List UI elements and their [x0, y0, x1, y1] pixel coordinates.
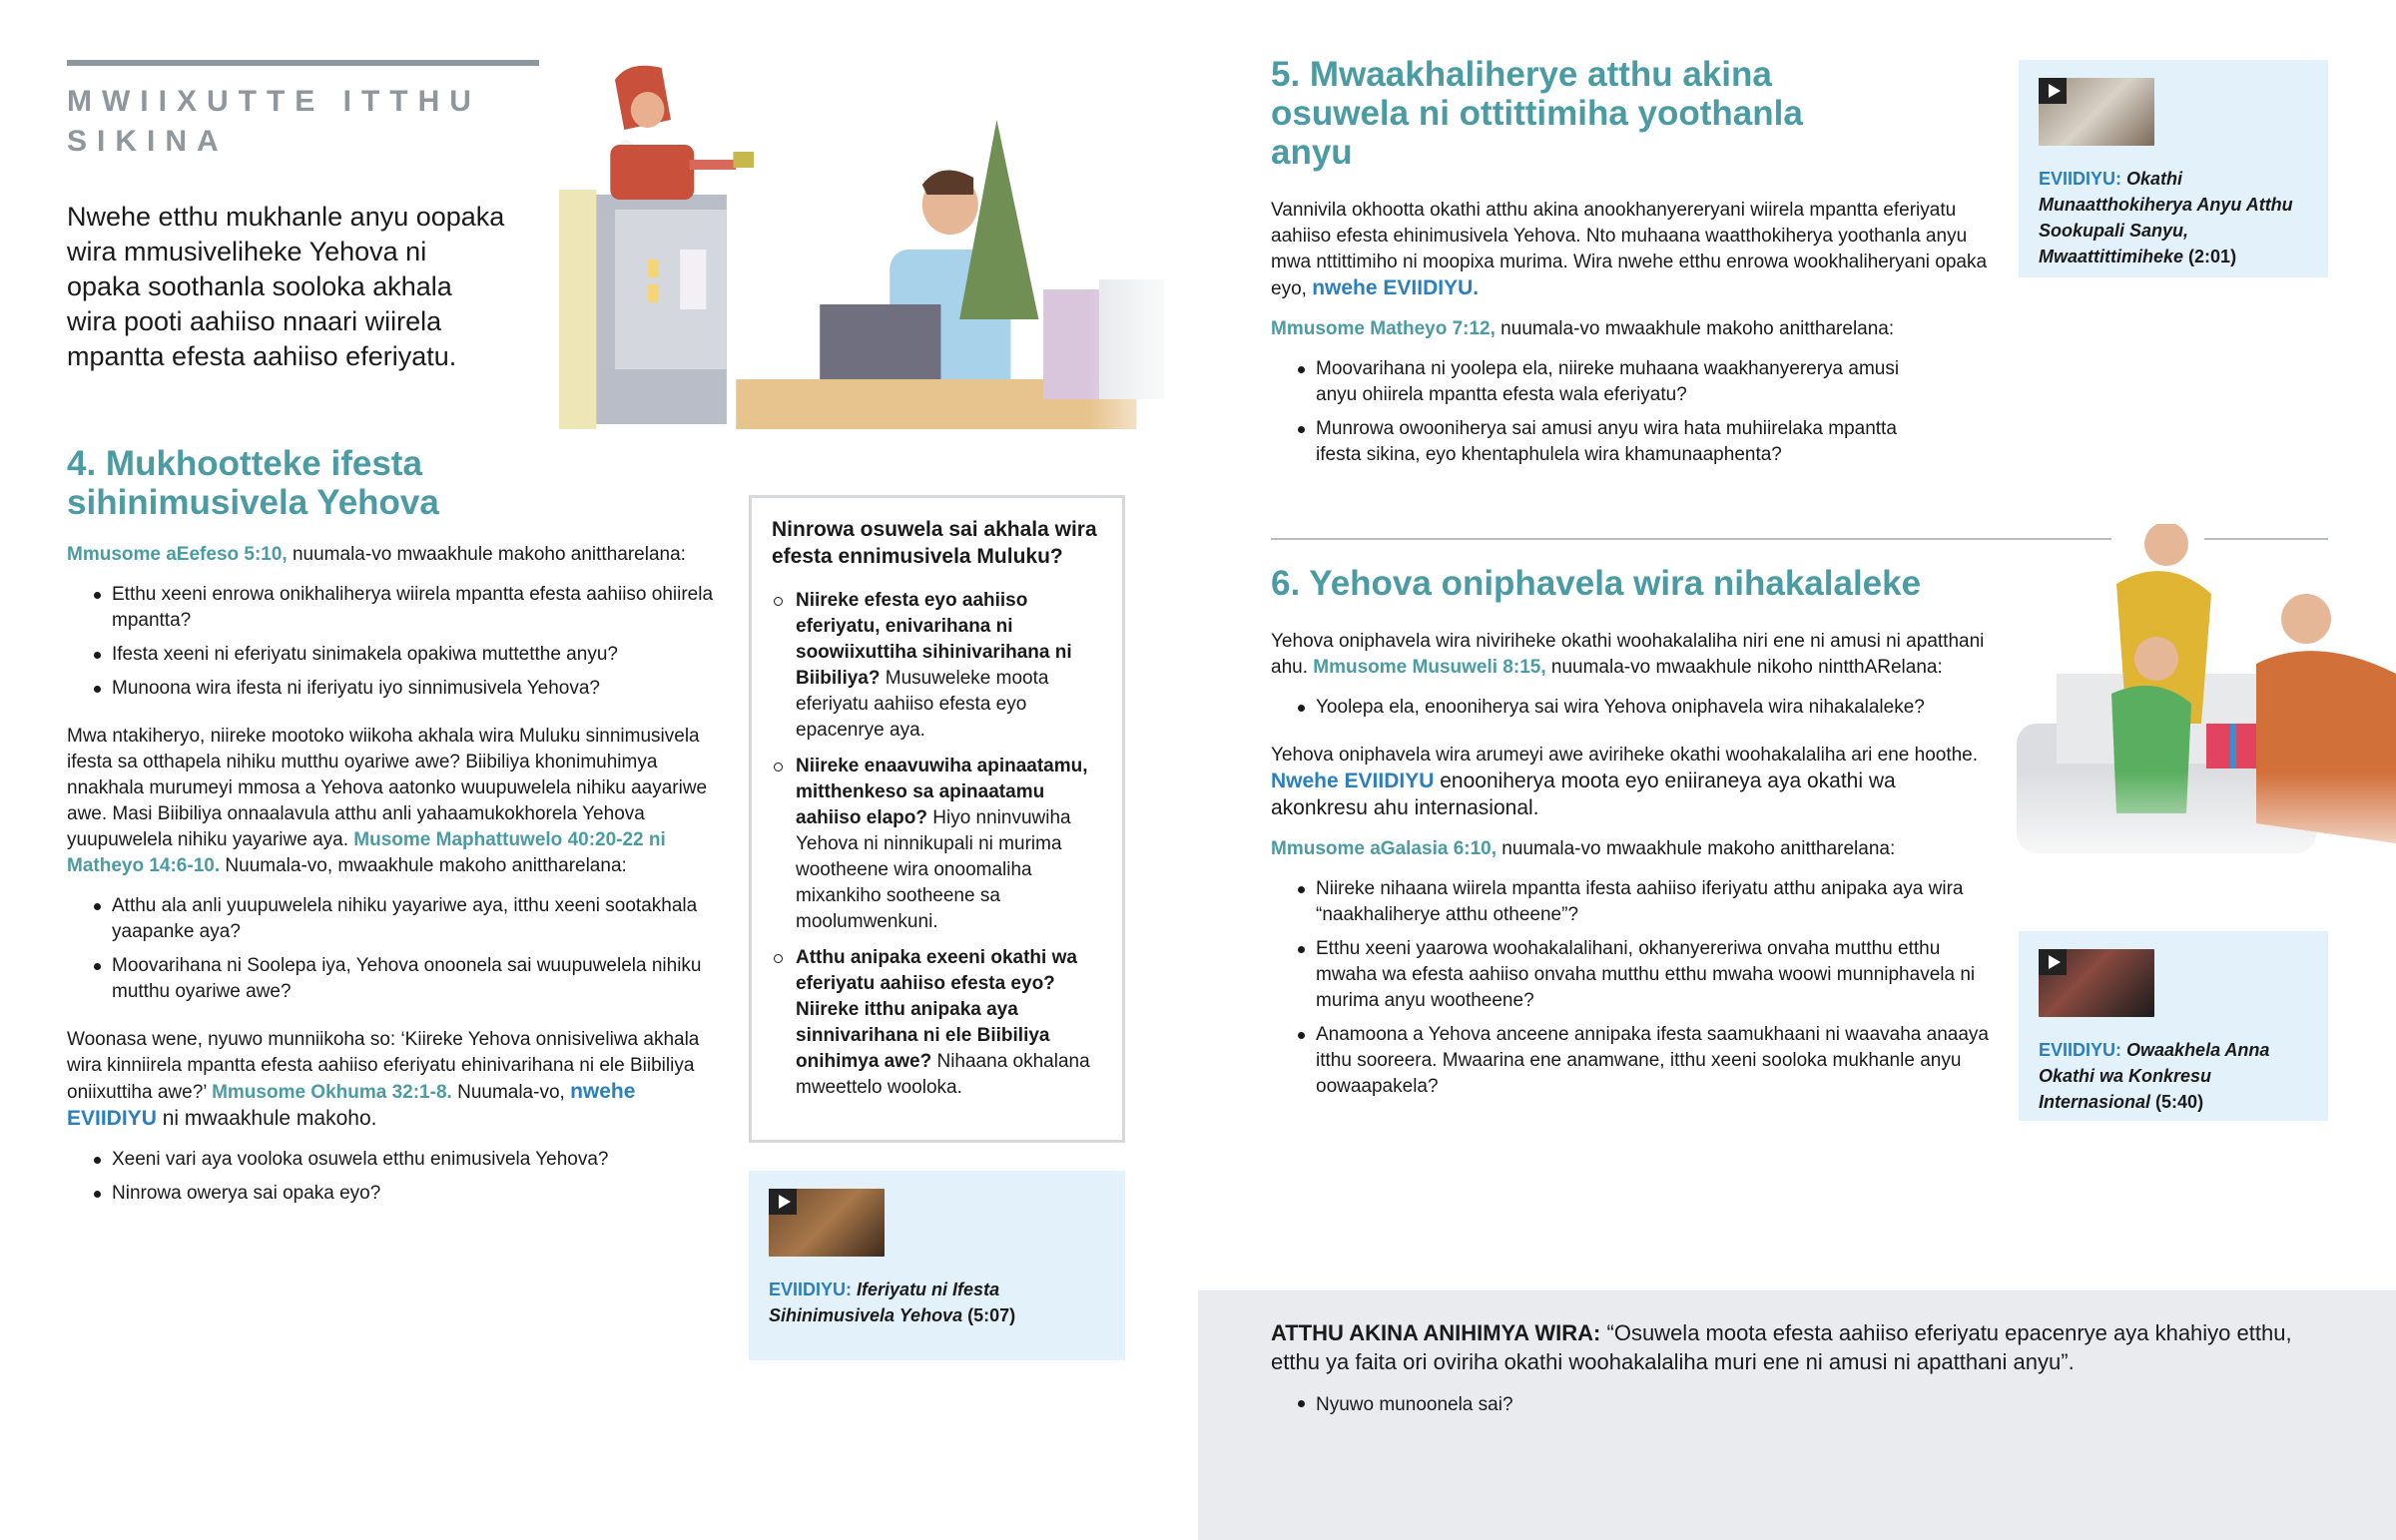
video-card[interactable] — [2019, 931, 2328, 1121]
paragraph — [1271, 629, 1990, 681]
summary-quote: “Osuwela moota efesta aahiiso eferiyatu epacenrye aya khahiyo etthu, etthu ya faita ori oviriha okathi woohakalaliha muri ene ni amusi ni apatthani anyu”. — [1271, 1320, 2292, 1374]
paragraph-text: Woonasa wene, nyuwo munniikoha so: ‘Kiireke Yehova onnisiveliwa akhala wira kinniirela mpantta efesta aahiiso eferiyatu ehinivarihana ni ele Biibiliya oniixuttiha awe?’ — [67, 1029, 700, 1103]
question: Nyuwo munoonela sai? — [1271, 1390, 2299, 1419]
question-list — [67, 1147, 716, 1207]
sidebar-list — [772, 588, 1102, 1101]
summary-text — [1271, 1318, 2299, 1441]
video-label: EVIIDIYU: — [769, 1280, 853, 1299]
section-5-body — [1271, 198, 1990, 468]
question: Ninrowa owerya sai opaka eyo? — [67, 1181, 716, 1207]
paragraph-text: Nuumala-vo, mwaakhule makoho anittharelana: — [220, 855, 627, 876]
section-6-heading: 6. Yehova oniphavela wira nihakalaleke — [1271, 564, 1922, 603]
scripture-link[interactable]: Mmusome aGalasia 6:10, — [1271, 838, 1497, 859]
question: Xeeni vari aya vooloka osuwela etthu enimusivela Yehova? — [67, 1147, 716, 1173]
paragraph-text: nuumala-vo mwaakhule nikoho nintthARelana: — [1545, 657, 1943, 678]
video-title[interactable]: Iferiyatu ni Ifesta Sihinimusivela Yehova — [769, 1280, 1000, 1325]
intro-text: Nwehe etthu mukhanle anyu oopaka wira mmusiveliheke Yehova ni opaka soothanla sooloka akhala wira pooti aahiiso nnaari wiirela mpantta efesta aahiiso eferiyatu. — [67, 202, 505, 371]
question: Anamoona a Yehova anceene annipaka ifesta saamukhaani ni waavaha anaaya itthu sooreera. Mwaarina ene anamwane, itthu xeeni sooloka mukhanle anyu oowaapakela? — [1271, 1022, 1990, 1100]
section-4-heading: 4. Mukhootteke ifesta sihinimusivela Yehova — [67, 444, 439, 522]
paragraph — [1271, 836, 1990, 862]
video-title[interactable]: Owaakhela Anna Okathi wa Konkresu Internasional — [2039, 1040, 2270, 1112]
header-rule — [67, 60, 539, 66]
paragraph-text: Yehova oniphavela wira arumeyi awe aviriheke okathi woohakalaliha ari ene hoothe. — [1271, 745, 1979, 766]
paragraph — [1271, 198, 1990, 302]
scripture-link[interactable]: Mmusome Okhuma 32:1-8. — [212, 1082, 452, 1103]
paragraph-text: nuumala-vo mwaakhule makoho anittharelana: — [1497, 838, 1896, 859]
lesson-kicker: MWIIXUTTE ITTHU SIKINA — [67, 85, 481, 158]
paragraph-text: Mwa ntakiheryo, niireke mootoko wiikoha akhala wira Muluku sinnimusivela ifesta sa otthapela nihiku mutthu oyariwe awe? Biibiliya khonimuhimya nnakhala murumeyi mmosa a Yehova aatonko wuupuwelela nihiku aayariwe awe. Masi Biibiliya onnaalavula atthu anli yahaamukokhorela Yehova yuupuwelela nihiku yayariwe aya. — [67, 726, 708, 850]
video-title[interactable]: Okathi Munaatthokiherya Anyu Atthu Sookupali Sanyu, Mwaattittimiheke — [2039, 169, 2293, 266]
scripture-link[interactable]: Mmusome Musuweli 8:15, — [1313, 657, 1546, 678]
sidebar-answer: Musuweleke moota eferiyatu aahiiso efesta eyo epacenrye aya. — [796, 668, 1049, 741]
question-list — [1271, 356, 1910, 468]
office-gift-illustration — [559, 60, 1183, 444]
sidebar-answer: Hiyo nninvuwiha Yehova ni ninnikupali ni murima wootheene wira onoomaliha mixankiho sootheene sa moolumwenkuni. — [796, 807, 1071, 932]
question: Etthu xeeni yaarowa woohakalalihani, okhanyereriwa onvaha mutthu etthu mwaha wa efesta aahiiso onvaha mutthu etthu mwaha woowi munniphavela ni murima anyu wootheene? — [1271, 936, 1990, 1014]
video-duration: (5:40) — [2155, 1092, 2204, 1112]
paragraph — [1271, 316, 1990, 342]
scripture-link[interactable]: Mmusome aEefeso 5:10, — [67, 544, 288, 565]
video-thumbnail[interactable] — [769, 1189, 885, 1257]
question: Munrowa owooniherya sai amusi anyu wira hata muhiirelaka mpantta ifesta sikina, eyo khentaphulela wira khamunaaphenta? — [1271, 416, 1910, 468]
section-6 — [1271, 564, 1990, 1122]
video-label: EVIIDIYU: — [2039, 169, 2122, 189]
paragraph — [67, 542, 716, 568]
sidebar-question: Niireke efesta eyo aahiiso eferiyatu, enivarihana ni soowiixuttiha sihinivarihana ni Biibiliya? — [796, 590, 1072, 689]
sidebar-item — [772, 945, 1102, 1101]
video-duration: (2:01) — [2188, 247, 2237, 266]
summary-box — [1198, 1290, 2396, 1540]
video-duration: (5:07) — [967, 1305, 1016, 1325]
question: Yoolepa ela, enooniherya sai wira Yehova oniphavela wira nihakalaleke? — [1271, 695, 1990, 721]
sidebar-box — [749, 495, 1125, 1143]
section-divider — [1271, 538, 2111, 540]
paragraph-text: enooniherya moota eyo eniiraneya aya okathi wa akonkresu ahu internasional. — [1271, 770, 1896, 819]
video-thumbnail[interactable] — [2039, 78, 2154, 146]
question: Atthu ala anli yuupuwelela nihiku yayariwe aya, itthu xeeni sootakhala yaapanke aya? — [67, 893, 716, 945]
scripture-link[interactable]: Mmusome Matheyo 7:12, — [1271, 318, 1496, 339]
question: Niireke nihaana wiirela mpantta ifesta aahiiso iferiyatu atthu anipaka aya wira “naakhaliherye atthu otheene”? — [1271, 876, 1990, 928]
question-list — [67, 582, 716, 702]
family-gift-illustration — [2017, 524, 2396, 878]
question-list — [1271, 1390, 2299, 1419]
section-4-body — [67, 542, 716, 1207]
video-thumbnail[interactable] — [2039, 949, 2154, 1017]
paragraph-text: nuumala-vo mwaakhule makoho anittharelana: — [287, 544, 686, 565]
section-6-body — [1271, 629, 1990, 1100]
sidebar-question: Niireke enaavuwiha apinaatamu, mitthenkeso sa apinaatamu aahiiso elapo? — [796, 756, 1088, 828]
question-list — [1271, 876, 1990, 1100]
paragraph-text: Yehova oniphavela wira niviriheke okathi woohakalaliha niri ene ni amusi ni apatthani ahu. — [1271, 631, 1985, 678]
question: Etthu xeeni enrowa onikhaliherya wiirela mpantta efesta aahiiso ohiirela mpantta? — [67, 582, 716, 634]
sidebar-title: Ninrowa osuwela sai akhala wira efesta ennimusivela Muluku? — [772, 518, 1097, 568]
sidebar-item — [772, 754, 1102, 935]
question: Ifesta xeeni ni eferiyatu sinimakela opakiwa muttetthe anyu? — [67, 642, 716, 668]
play-icon[interactable] — [2039, 949, 2067, 975]
play-icon[interactable] — [2039, 78, 2067, 104]
section-5 — [1271, 55, 1990, 490]
question-list — [1271, 695, 1990, 721]
video-link[interactable]: nwehe EVIIDIYU. — [1312, 276, 1480, 299]
question-list — [67, 893, 716, 1005]
paragraph-text: Nuumala-vo, — [451, 1082, 571, 1103]
video-link[interactable]: Nwehe EVIIDIYU — [1271, 770, 1435, 792]
section-5-heading: 5. Mwaakhaliherye atthu akina osuwela ni ottittimiha yoothanla anyu — [1271, 55, 1803, 172]
video-card[interactable] — [749, 1171, 1125, 1360]
paragraph — [67, 1027, 716, 1133]
paragraph-text: nuumala-vo mwaakhule makoho anittharelana: — [1495, 318, 1895, 339]
video-card[interactable] — [2019, 60, 2328, 277]
paragraph — [1271, 743, 1990, 822]
video-link[interactable]: nwehe EVIIDIYU — [67, 1080, 636, 1130]
sidebar-item — [772, 588, 1102, 744]
paragraph-text: Vannivila okhootta okathi atthu akina anookhanyereryani wiirela mpantta eferiyatu aahiiso efesta ehinimusivela Yehova. Nto muhaana waatthokiherya yoothanla anyu mwa nttittimiho ni moopixa murima. Wira nwehe etthu enrowa wookhaliheryani opaka eyo, — [1271, 200, 1988, 299]
paragraph-text: ni mwaakhule makoho. — [156, 1107, 377, 1130]
summary-label: ATTHU AKINA ANIHIMYA WIRA: — [1271, 1320, 1601, 1345]
paragraph — [67, 724, 716, 879]
scripture-link[interactable]: Musome Maphattuwelo 40:20-22 ni Matheyo 14:6-10. — [67, 829, 666, 876]
question: Moovarihana ni yoolepa ela, niireke muhaana waakhanyererya amusi anyu ohiirela mpantta efesta wala eferiyatu? — [1271, 356, 1910, 408]
video-label: EVIIDIYU: — [2039, 1040, 2122, 1060]
sidebar-question: Atthu anipaka exeeni okathi wa eferiyatu aahiiso efesta eyo? Niireke itthu anipaka aya sinnivarihana ni ele Biibiliya onihimya awe? — [796, 947, 1077, 1072]
question: Munoona wira ifesta ni iferiyatu iyo sinnimusivela Yehova? — [67, 676, 716, 702]
play-icon[interactable] — [769, 1189, 797, 1215]
sidebar-answer: Nihaana okhalana mweettelo wooloka. — [796, 1051, 1090, 1098]
question: Moovarihana ni Soolepa iya, Yehova onoonela sai wuupuwelela nihiku mutthu oyariwe awe? — [67, 953, 716, 1005]
section-4 — [67, 444, 716, 1229]
